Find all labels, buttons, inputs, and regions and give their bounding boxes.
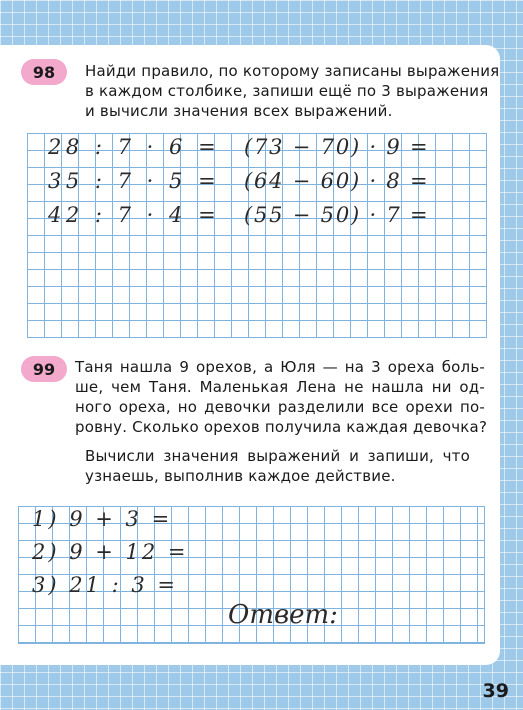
task-99-text-line: Таня нашла 9 орехов, а Юля — на 3 ореха боль- xyxy=(75,358,485,376)
page-number: 39 xyxy=(482,680,509,702)
task-99-instruction-line: узнаешь, выполнив каждое действие. xyxy=(85,467,396,485)
task-98-text xyxy=(85,61,500,121)
task-98-number-badge: 98 xyxy=(21,59,67,85)
task-99-step: 2) 9 + 12 = xyxy=(32,540,189,564)
task-98-expression: (55 − 50) · 7 = xyxy=(244,203,430,227)
task-98-expression: 35 : 7 · 5 = xyxy=(48,169,221,193)
task-98-text-line: и вычисли значения всех выражений. xyxy=(85,102,393,120)
task-98-expression: (73 − 70) · 9 = xyxy=(244,135,430,159)
task-99-step: 1) 9 + 3 = xyxy=(32,507,173,531)
task-99-text xyxy=(75,357,488,437)
task-99-instruction xyxy=(85,446,470,486)
task-99-text-line: ного ореха, но девочки разделили все орехи по- xyxy=(75,398,485,416)
answer-label: Ответ: xyxy=(228,600,338,630)
task-98-expression: (64 − 60) · 8 = xyxy=(244,169,430,193)
task-99-instruction-line: Вычисли значения выражений и запиши, что xyxy=(85,447,470,465)
task-98-expression: 28 : 7 · 6 = xyxy=(48,135,221,159)
task-98-grid-area[interactable] xyxy=(27,133,487,338)
task-98-text-line: в каждом столбике, запиши ещё по 3 выражения xyxy=(85,82,489,100)
task-99-number-badge: 99 xyxy=(21,356,67,382)
task-99-text-line: ше, чем Таня. Маленькая Лена не нашла ни од- xyxy=(75,378,485,396)
task-99-step: 3) 21 : 3 = xyxy=(32,573,179,597)
task-98-expression: 42 : 7 · 4 = xyxy=(48,203,221,227)
task-99-text-line: ровну. Сколько орехов получила каждая девочка? xyxy=(75,418,488,436)
task-98-text-line: Найди правило, по которому записаны выражения xyxy=(85,62,500,80)
